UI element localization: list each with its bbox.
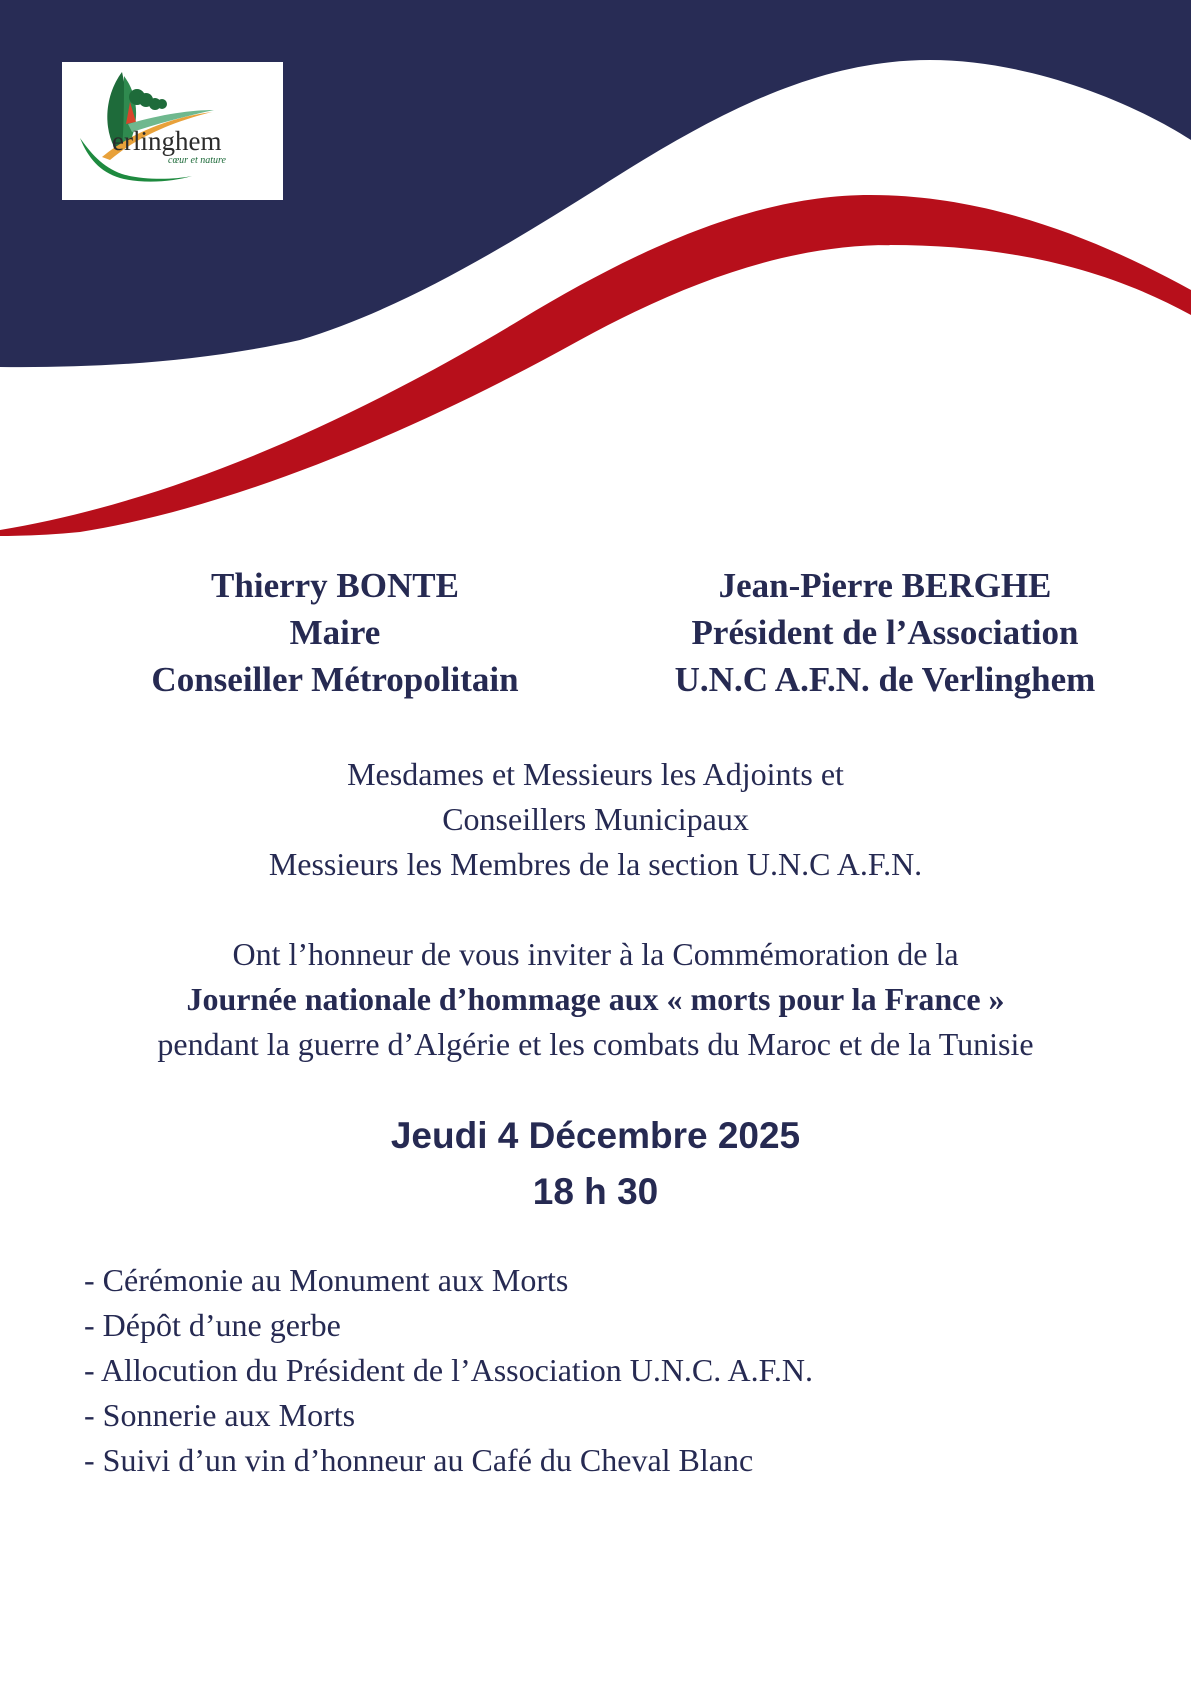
hosts-line-2: Conseillers Municipaux <box>442 801 749 837</box>
verlinghem-logo <box>62 62 283 200</box>
program-item: - Sonnerie aux Morts <box>84 1397 356 1433</box>
event-date: Jeudi 4 Décembre 2025 <box>390 1115 801 1156</box>
logo-wordmark: erlinghem <box>112 126 222 156</box>
program-item: - Dépôt d’une gerbe <box>84 1307 341 1343</box>
invitation-block <box>0 932 1191 1067</box>
invitation-line-1: Ont l’honneur de vous inviter à la Commémoration de la <box>232 936 959 972</box>
hosts-block <box>0 752 1191 887</box>
hosts-line-3: Messieurs les Membres de la section U.N.C A.F.N. <box>268 846 923 882</box>
event-time: 18 h 30 <box>532 1171 659 1212</box>
mayor-title: Maire <box>289 613 381 652</box>
program-item: - Allocution du Président de l’Association U.N.C. A.F.N. <box>84 1352 813 1388</box>
logo-tagline: cœur et nature <box>168 155 226 166</box>
program-item: - Suivi d’un vin d’honneur au Café du Cheval Blanc <box>84 1442 754 1478</box>
mayor-role: Conseiller Métropolitain <box>151 660 519 699</box>
event-datetime <box>0 1108 1191 1220</box>
mayor-name: Thierry BONTE <box>211 566 459 605</box>
president-name: Jean-Pierre BERGHE <box>718 566 1052 605</box>
president-title: Président de l’Association <box>691 613 1079 652</box>
hosts-line-1: Mesdames et Messieurs les Adjoints et <box>347 756 844 792</box>
president-role: U.N.C A.F.N. de Verlinghem <box>674 660 1096 699</box>
signatory-mayor <box>90 562 580 703</box>
program-item: - Cérémonie au Monument aux Morts <box>84 1262 569 1298</box>
program-list <box>84 1258 813 1483</box>
invitation-event-title: Journée nationale d’hommage aux « morts pour la France » <box>186 981 1005 1017</box>
invitation-line-3: pendant la guerre d’Algérie et les combats du Maroc et de la Tunisie <box>157 1026 1034 1062</box>
signatory-president <box>625 562 1145 703</box>
